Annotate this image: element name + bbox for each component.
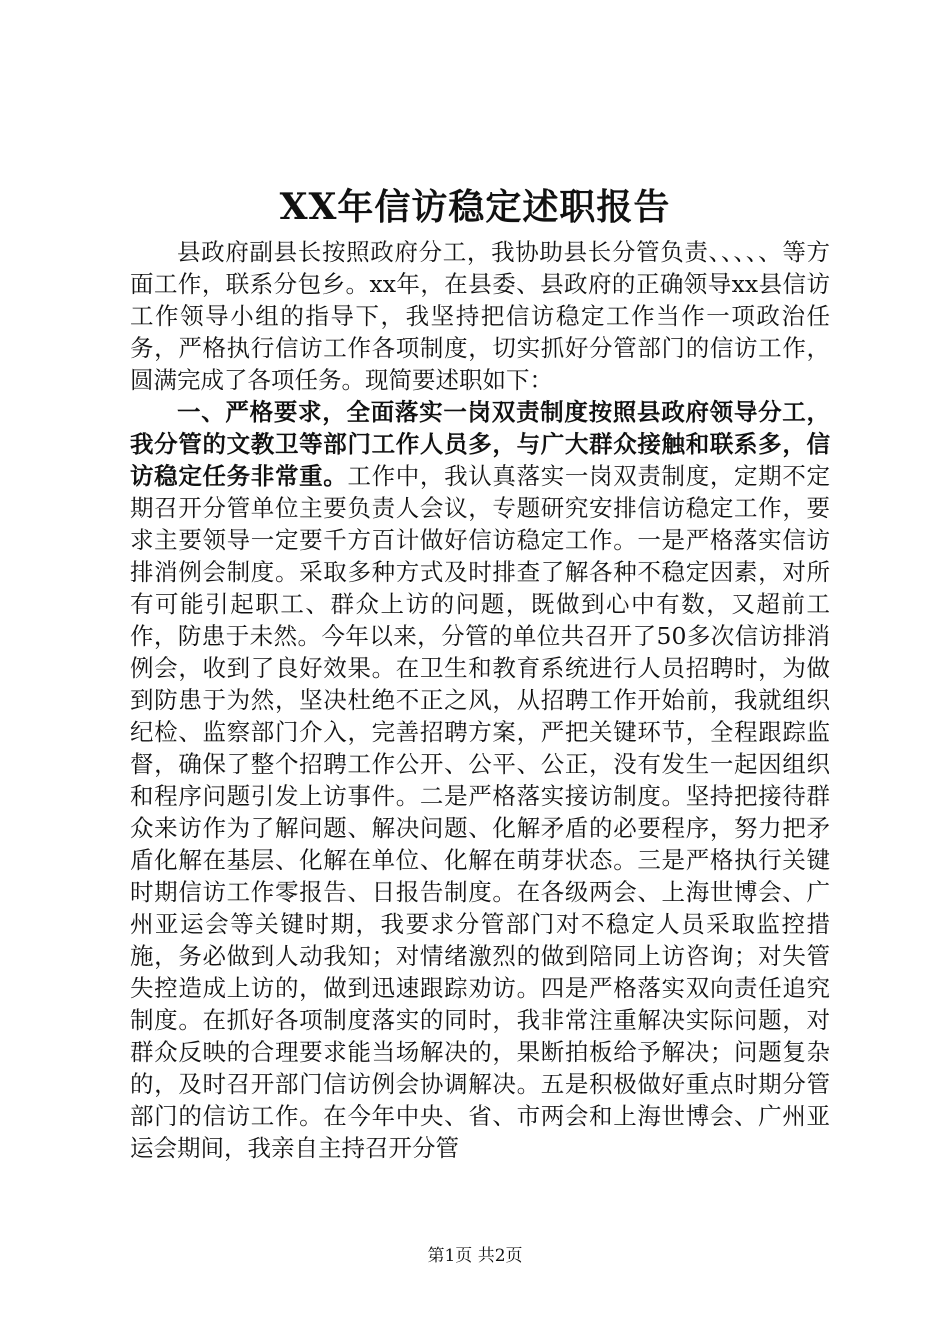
document-body	[130, 236, 830, 1164]
section-one-paragraph	[130, 396, 830, 1164]
page-footer: 第1页 共2页	[427, 1246, 523, 1266]
document-title: XX年信访稳定述职报告	[279, 186, 671, 228]
section-one-heading: 一、严格要求，全面落实一岗双责制度按照县政府领导分工，我分管的文教卫等部门工作人员多，与广大群众接触和联系多，信访稳定任务非常重。	[130, 398, 830, 490]
intro-paragraph: 县政府副县长按照政府分工，我协助县长分管负责、、、、、等方面工作，联系分包乡。xx年，在县委、县政府的正确领导xx县信访工作领导小组的指导下，我坚持把信访稳定工作当作一项政治任务，严格执行信访工作各项制度，切实抓好分管部门的信访工作，圆满完成了各项任务。现简要述职如下：	[130, 238, 830, 394]
section-one-body: 工作中，我认真落实一岗双责制度，定期不定期召开分管单位主要负责人会议，专题研究安排信访稳定工作，要求主要领导一定要千方百计做好信访稳定工作。一是严格落实信访排消例会制度。采取多种方式及时排查了解各种不稳定因素，对所有可能引起职工、群众上访的问题，既做到心中有数，又超前工作，防患于未然。今年以来，分管的单位共召开了50多次信访排消例会，收到了良好效果。在卫生和教育系统进行人员招聘时，为做到防患于为然，坚决杜绝不正之风，从招聘工作开始前，我就组织纪检、监察部门介入，完善招聘方案，严把关键环节，全程跟踪监督，确保了整个招聘工作公开、公平、公正，没有发生一起因组织和程序问题引发上访事件。二是严格落实接访制度。坚持把接待群众来访作为了解问题、解决问题、化解矛盾的必要程序，努力把矛盾化解在基层、化解在单位、化解在萌芽状态。三是严格执行关键时期信访工作零报告、日报告制度。在各级两会、上海世博会、广州亚运会等关键时期，我要求分管部门对不稳定人员采取监控措施，务必做到人动我知；对情绪激烈的做到陪同上访咨询；对失管失控造成上访的，做到迅速跟踪劝访。四是严格落实双向责任追究制度。在抓好各项制度落实的同时，我非常注重解决实际问题，对群众反映的合理要求能当场解决的，果断拍板给予解决；问题复杂的，及时召开部门信访例会协调解决。五是积极做好重点时期分管部门的信访工作。在今年中央、省、市两会和上海世博会、广州亚运会期间，我亲自主持召开分管	[130, 462, 831, 1162]
